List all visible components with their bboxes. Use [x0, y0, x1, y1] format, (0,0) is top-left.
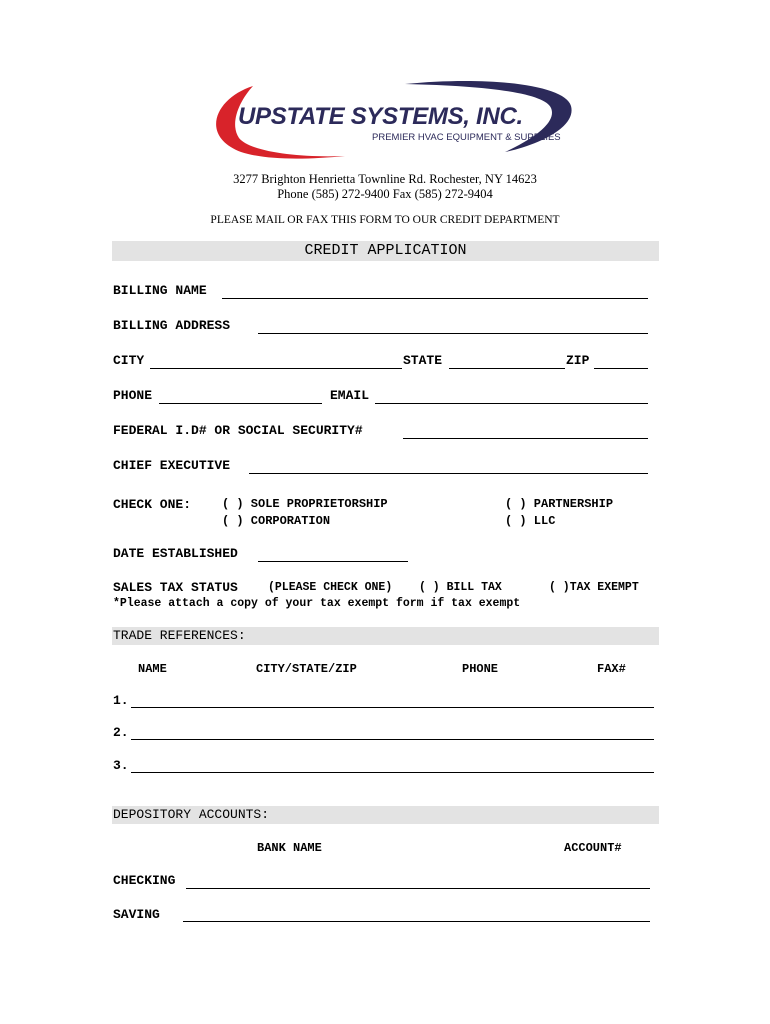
state-field[interactable]: [449, 368, 565, 369]
check-one-label: CHECK ONE:: [113, 497, 192, 512]
llc-option[interactable]: ( ) LLC: [505, 514, 556, 528]
bill-tax-option[interactable]: ( ) BILL TAX: [419, 581, 502, 594]
chief-executive-label: CHIEF EXECUTIVE: [113, 458, 231, 473]
reference-row-number: 1.: [113, 693, 129, 708]
reference-row-number: 2.: [113, 725, 129, 740]
email-label: EMAIL: [330, 388, 370, 403]
sales-tax-status-label: SALES TAX STATUS: [113, 580, 238, 595]
column-phone: PHONE: [462, 662, 499, 676]
trade-references-heading: TRADE REFERENCES:: [113, 628, 246, 643]
phone-field[interactable]: [159, 403, 322, 404]
logo-tagline: PREMIER HVAC EQUIPMENT & SUPPLIES: [372, 132, 561, 143]
bank-name-column: BANK NAME: [257, 841, 322, 855]
partnership-option[interactable]: ( ) PARTNERSHIP: [505, 497, 614, 511]
date-established-field[interactable]: [258, 561, 408, 562]
please-check-one-note: (PLEASE CHECK ONE): [268, 581, 393, 594]
billing-name-label: BILLING NAME: [113, 283, 207, 298]
zip-field[interactable]: [594, 368, 648, 369]
reference-row-field[interactable]: [131, 707, 654, 708]
city-field[interactable]: [150, 368, 402, 369]
billing-address-label: BILLING ADDRESS: [113, 318, 231, 333]
date-established-label: DATE ESTABLISHED: [113, 546, 238, 561]
logo-company-name: UPSTATE SYSTEMS, INC.: [238, 103, 523, 130]
phone-label: PHONE: [113, 388, 153, 403]
reference-row-number: 3.: [113, 758, 129, 773]
federal-id-field[interactable]: [403, 438, 648, 439]
column-name: NAME: [138, 662, 167, 676]
company-address: 3277 Brighton Henrietta Townline Rd. Rochester, NY 14623: [233, 172, 537, 186]
chief-executive-field[interactable]: [249, 473, 648, 474]
email-field[interactable]: [375, 403, 648, 404]
form-title: CREDIT APPLICATION: [304, 242, 467, 259]
checking-field[interactable]: [186, 888, 650, 889]
tax-exempt-option[interactable]: ( )TAX EXEMPT: [549, 581, 639, 594]
account-number-column: ACCOUNT#: [564, 841, 622, 855]
saving-field[interactable]: [183, 921, 650, 922]
city-label: CITY: [113, 353, 145, 368]
billing-name-field[interactable]: [222, 298, 648, 299]
checking-label: CHECKING: [113, 873, 176, 888]
corporation-option[interactable]: ( ) CORPORATION: [222, 514, 331, 528]
company-phone-fax: Phone (585) 272-9400 Fax (585) 272-9404: [277, 187, 493, 201]
column-fax: FAX#: [597, 662, 626, 676]
tax-exempt-note: *Please attach a copy of your tax exempt form if tax exempt: [113, 597, 521, 610]
reference-row-field[interactable]: [131, 772, 654, 773]
federal-id-label: FEDERAL I.D# OR SOCIAL SECURITY#: [113, 423, 363, 438]
sole-proprietorship-option[interactable]: ( ) SOLE PROPRIETORSHIP: [222, 497, 388, 511]
saving-label: SAVING: [113, 907, 160, 922]
reference-row-field[interactable]: [131, 739, 654, 740]
column-city-state-zip: CITY/STATE/ZIP: [256, 662, 357, 676]
state-label: STATE: [403, 353, 443, 368]
zip-label: ZIP: [566, 353, 590, 368]
depository-accounts-heading: DEPOSITORY ACCOUNTS:: [113, 807, 270, 822]
mail-fax-instruction: PLEASE MAIL OR FAX THIS FORM TO OUR CREDIT DEPARTMENT: [210, 214, 560, 226]
billing-address-field[interactable]: [258, 333, 648, 334]
